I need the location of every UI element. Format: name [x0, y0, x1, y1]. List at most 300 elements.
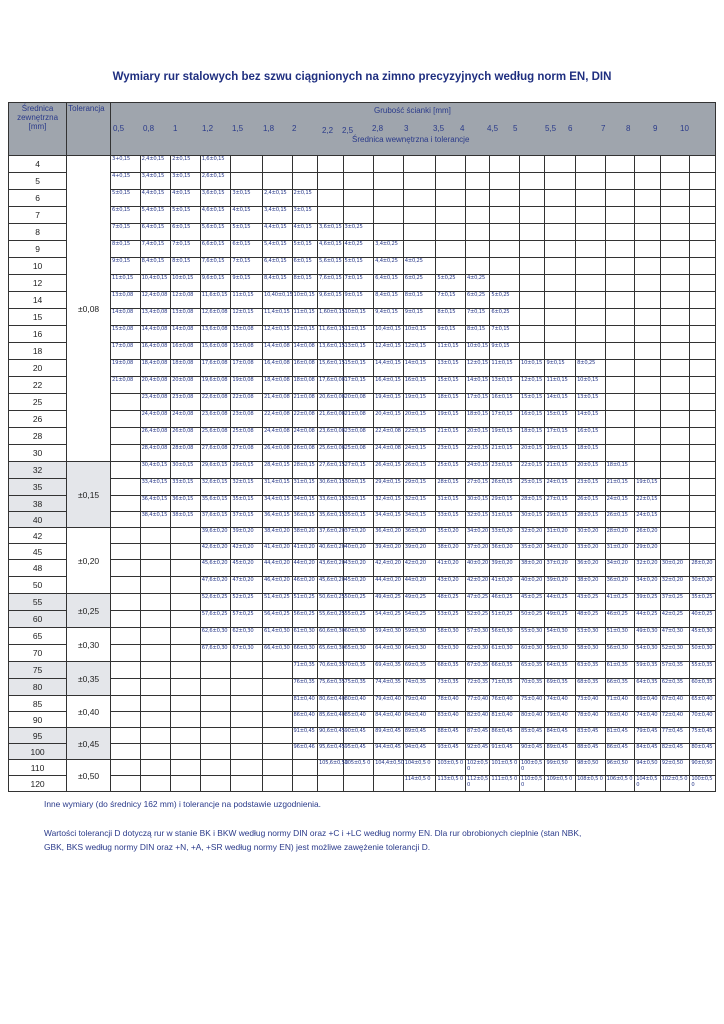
inner-diameter-cell: 73±0,35 [436, 679, 466, 696]
inner-diameter-cell: 71±0,35 [292, 662, 318, 679]
inner-diameter-cell: 25±0,08 [343, 445, 374, 462]
inner-diameter-cell [490, 173, 520, 190]
inner-diameter-cell: 22±0,15 [465, 445, 489, 462]
table-row [9, 679, 716, 696]
inner-diameter-cell: 15±0,15 [545, 411, 576, 428]
table-row [9, 696, 716, 712]
inner-diameter-cell [140, 776, 171, 792]
inner-diameter-cell [231, 156, 263, 173]
header-thickness-value: 2,8 [372, 124, 384, 133]
inner-diameter-cell: 96±0,46 [292, 744, 318, 760]
inner-diameter-cell: 65,6±0,30 [318, 645, 344, 662]
inner-diameter-cell: 84±0,45 [635, 744, 661, 760]
inner-diameter-cell: 3,4±0,15 [140, 173, 171, 190]
inner-diameter-cell: 95±0,45 [343, 744, 374, 760]
inner-diameter-cell: 30±0,15 [519, 512, 545, 528]
inner-diameter-cell: 26±0,20 [635, 528, 661, 544]
inner-diameter-cell: 22±0,15 [635, 496, 661, 512]
inner-diameter-cell: 72±0,40 [660, 712, 690, 728]
inner-diameter-cell: 52±0,25 [231, 594, 263, 611]
inner-diameter-cell: 11,4±0,15 [262, 309, 292, 326]
inner-diameter-cell: 33,6±0,15 [318, 496, 344, 512]
table-row [9, 258, 716, 275]
outer-diameter-cell: 55 [9, 594, 67, 611]
inner-diameter-cell: 37±0,20 [343, 528, 374, 544]
inner-diameter-cell: 39,4±0,20 [374, 544, 404, 560]
inner-diameter-cell: 32,4±0,15 [374, 496, 404, 512]
inner-diameter-cell: 37±0,20 [545, 560, 576, 577]
inner-diameter-cell: 31±0,15 [490, 512, 520, 528]
inner-diameter-cell: 108±0,5 0 [576, 776, 606, 792]
inner-diameter-cell: 16±0,15 [519, 411, 545, 428]
inner-diameter-cell: 75±0,40 [519, 696, 545, 712]
inner-diameter-cell: 4,4±0,15 [262, 224, 292, 241]
inner-diameter-cell [231, 173, 263, 190]
inner-diameter-cell: 57±0,30 [465, 628, 489, 645]
inner-diameter-cell: 59±0,30 [403, 628, 436, 645]
inner-diameter-cell: 38±0,20 [519, 560, 545, 577]
inner-diameter-cell [690, 190, 716, 207]
inner-diameter-cell: 22,4±0,08 [374, 428, 404, 445]
inner-diameter-cell [635, 224, 661, 241]
inner-diameter-cell: 55,6±0,25 [318, 611, 344, 628]
inner-diameter-cell: 31±0,15 [292, 479, 318, 496]
inner-diameter-cell: 92±0,50 [660, 760, 690, 776]
inner-diameter-cell [690, 309, 716, 326]
inner-diameter-cell: 27±0,15 [545, 496, 576, 512]
inner-diameter-cell: 84±0,40 [403, 712, 436, 728]
inner-diameter-cell [690, 512, 716, 528]
inner-diameter-cell [292, 173, 318, 190]
table-row [9, 712, 716, 728]
inner-diameter-cell: 18±0,08 [292, 377, 318, 394]
note-tolerance-line-1: Wartości tolerancji D dotyczą rur w stanie BK i BKW według normy DIN oraz +C i +LC według normy EN. Dla rur obrobionych cieplnie (stan NBK, [44, 828, 582, 838]
inner-diameter-cell: 19±0,08 [231, 377, 263, 394]
table-row [9, 173, 716, 190]
inner-diameter-cell [690, 479, 716, 496]
inner-diameter-cell [605, 343, 635, 360]
inner-diameter-cell [490, 190, 520, 207]
inner-diameter-cell [111, 744, 141, 760]
inner-diameter-cell: 26±0,15 [576, 496, 606, 512]
inner-diameter-cell: 27±0,08 [231, 445, 263, 462]
table-row [9, 662, 716, 679]
inner-diameter-cell: 76±0,40 [605, 712, 635, 728]
inner-diameter-cell [465, 190, 489, 207]
inner-diameter-cell [140, 577, 171, 594]
inner-diameter-cell [635, 207, 661, 224]
inner-diameter-cell: 110±0,5 0 [519, 776, 545, 792]
inner-diameter-cell [111, 776, 141, 792]
inner-diameter-cell: 26,4±0,08 [140, 428, 171, 445]
inner-diameter-cell [140, 528, 171, 544]
inner-diameter-cell: 37±0,20 [465, 544, 489, 560]
inner-diameter-cell: 12±0,08 [171, 292, 201, 309]
inner-diameter-cell [111, 560, 141, 577]
inner-diameter-cell [605, 258, 635, 275]
inner-diameter-cell: 88±0,45 [576, 744, 606, 760]
inner-diameter-cell: 47±0,20 [231, 577, 263, 594]
inner-diameter-cell [660, 445, 690, 462]
inner-diameter-cell [660, 528, 690, 544]
inner-diameter-cell: 51±0,30 [605, 628, 635, 645]
inner-diameter-cell [140, 594, 171, 611]
inner-diameter-cell: 20,6±0,08 [318, 394, 344, 411]
inner-diameter-cell: 69,4±0,35 [374, 662, 404, 679]
inner-diameter-cell: 36,4±0,20 [374, 528, 404, 544]
inner-diameter-cell: 98±0,50 [576, 760, 606, 776]
inner-diameter-cell: 38,4±0,15 [140, 512, 171, 528]
inner-diameter-cell [318, 190, 344, 207]
inner-diameter-cell: 6±0,15 [111, 207, 141, 224]
inner-diameter-cell [343, 190, 374, 207]
inner-diameter-cell: 74,4±0,35 [374, 679, 404, 696]
inner-diameter-cell: 6,6±0,15 [200, 241, 231, 258]
inner-diameter-cell: 39±0,20 [545, 577, 576, 594]
inner-diameter-cell [545, 292, 576, 309]
inner-diameter-cell [171, 712, 201, 728]
inner-diameter-cell: 5±0,15 [292, 241, 318, 258]
inner-diameter-cell: 59,4±0,30 [374, 628, 404, 645]
table-row [9, 560, 716, 577]
inner-diameter-cell: 45,6±0,20 [318, 577, 344, 594]
inner-diameter-cell: 34±0,15 [292, 496, 318, 512]
inner-diameter-cell: 9±0,15 [403, 309, 436, 326]
inner-diameter-cell: 69±0,40 [635, 696, 661, 712]
inner-diameter-cell [343, 776, 374, 792]
inner-diameter-cell: 11±0,15 [436, 343, 466, 360]
inner-diameter-cell: 45±0,20 [231, 560, 263, 577]
inner-diameter-cell [635, 411, 661, 428]
inner-diameter-cell: 42±0,20 [465, 577, 489, 594]
inner-diameter-cell [171, 577, 201, 594]
header-wall-thickness [111, 103, 716, 156]
inner-diameter-cell: 91±0,45 [490, 744, 520, 760]
inner-diameter-cell: 35±0,20 [519, 544, 545, 560]
inner-diameter-cell: 10±0,15 [519, 360, 545, 377]
inner-diameter-cell: 27±0,15 [465, 479, 489, 496]
inner-diameter-cell: 34±0,15 [403, 512, 436, 528]
inner-diameter-cell: 83±0,45 [576, 728, 606, 744]
inner-diameter-cell [171, 776, 201, 792]
inner-diameter-cell [635, 445, 661, 462]
inner-diameter-cell: 56±0,25 [292, 611, 318, 628]
inner-diameter-cell: 67,6±0,30 [200, 645, 231, 662]
inner-diameter-cell: 38±0,20 [576, 577, 606, 594]
inner-diameter-cell: 14,4±0,08 [140, 326, 171, 343]
inner-diameter-cell: 70±0,40 [690, 712, 716, 728]
inner-diameter-cell [403, 173, 436, 190]
inner-diameter-cell: 61±0,30 [292, 628, 318, 645]
inner-diameter-cell [635, 292, 661, 309]
inner-diameter-cell: 62±0,30 [465, 645, 489, 662]
outer-diameter-cell: 22 [9, 377, 67, 394]
inner-diameter-cell [262, 760, 292, 776]
inner-diameter-cell: 28±0,15 [519, 496, 545, 512]
inner-diameter-cell: 22±0,08 [292, 411, 318, 428]
inner-diameter-cell: 28±0,15 [292, 462, 318, 479]
inner-diameter-cell: 57±0,35 [660, 662, 690, 679]
inner-diameter-cell: 102±0,5 0 [465, 760, 489, 776]
inner-diameter-cell: 45±0,25 [519, 594, 545, 611]
inner-diameter-cell: 14,4±0,15 [374, 360, 404, 377]
inner-diameter-cell: 46±0,20 [292, 577, 318, 594]
inner-diameter-cell: 5±0,15 [231, 224, 263, 241]
inner-diameter-cell: 70,6±0,35 [318, 662, 344, 679]
tolerance-cell: ±0,30 [67, 628, 111, 662]
inner-diameter-cell: 82±0,45 [660, 744, 690, 760]
inner-diameter-cell: 63±0,35 [576, 662, 606, 679]
inner-diameter-cell: 56±0,30 [605, 645, 635, 662]
header-thickness-value: 1,2 [202, 124, 214, 133]
inner-diameter-cell: 45±0,20 [343, 577, 374, 594]
inner-diameter-cell: 89,4±0,45 [374, 728, 404, 744]
inner-diameter-cell: 112±0,5 0 [465, 776, 489, 792]
inner-diameter-cell: 3±0,25 [343, 224, 374, 241]
header-thickness-value: 5 [513, 124, 518, 133]
header-thickness-value: 0,5 [113, 124, 125, 133]
inner-diameter-cell: 88±0,45 [436, 728, 466, 744]
inner-diameter-cell: 8±0,25 [576, 360, 606, 377]
inner-diameter-cell: 44±0,25 [635, 611, 661, 628]
inner-diameter-cell: 19±0,08 [111, 360, 141, 377]
inner-diameter-cell: 61±0,35 [605, 662, 635, 679]
outer-diameter-cell: 60 [9, 611, 67, 628]
table-row [9, 744, 716, 760]
inner-diameter-cell: 24±0,15 [635, 512, 661, 528]
inner-diameter-cell [635, 275, 661, 292]
inner-diameter-cell [660, 377, 690, 394]
inner-diameter-cell: 94±0,45 [403, 744, 436, 760]
outer-diameter-cell: 25 [9, 394, 67, 411]
inner-diameter-cell: 33±0,15 [343, 496, 374, 512]
inner-diameter-cell: 19±0,15 [403, 394, 436, 411]
table-row [9, 156, 716, 173]
inner-diameter-cell: 7±0,15 [343, 275, 374, 292]
outer-diameter-cell: 50 [9, 577, 67, 594]
inner-diameter-cell [519, 292, 545, 309]
inner-diameter-cell: 13±0,15 [490, 377, 520, 394]
inner-diameter-cell: 7±0,15 [490, 326, 520, 343]
inner-diameter-cell [660, 309, 690, 326]
inner-diameter-cell: 45±0,30 [690, 628, 716, 645]
inner-diameter-cell [200, 728, 231, 744]
inner-diameter-cell [436, 258, 466, 275]
inner-diameter-cell [318, 776, 344, 792]
inner-diameter-cell [690, 496, 716, 512]
inner-diameter-cell [635, 258, 661, 275]
inner-diameter-cell: 9±0,15 [436, 326, 466, 343]
inner-diameter-cell: 24±0,08 [171, 411, 201, 428]
inner-diameter-cell: 104±0,5 0 [403, 760, 436, 776]
inner-diameter-cell: 17±0,08 [111, 343, 141, 360]
inner-diameter-cell: 69±0,35 [403, 662, 436, 679]
inner-diameter-cell [690, 241, 716, 258]
inner-diameter-cell [111, 611, 141, 628]
inner-diameter-cell: 46±0,25 [490, 594, 520, 611]
outer-diameter-cell: 15 [9, 309, 67, 326]
inner-diameter-cell [660, 343, 690, 360]
inner-diameter-cell [403, 156, 436, 173]
inner-diameter-cell [490, 275, 520, 292]
inner-diameter-cell: 25±0,08 [231, 428, 263, 445]
inner-diameter-cell [111, 679, 141, 696]
inner-diameter-cell: 85,6±0,40 [318, 712, 344, 728]
inner-diameter-cell: 14±0,15 [403, 360, 436, 377]
inner-diameter-cell: 60±0,35 [690, 679, 716, 696]
header-thickness-value: 7 [601, 124, 606, 133]
inner-diameter-cell [111, 760, 141, 776]
inner-diameter-cell [635, 360, 661, 377]
inner-diameter-cell: 6±0,15 [292, 258, 318, 275]
inner-diameter-cell: 4±0,15 [292, 224, 318, 241]
inner-diameter-cell: 86±0,40 [292, 712, 318, 728]
inner-diameter-cell: 34±0,20 [605, 560, 635, 577]
inner-diameter-cell: 96±0,50 [605, 760, 635, 776]
inner-diameter-cell [292, 760, 318, 776]
inner-diameter-cell: 24±0,15 [605, 496, 635, 512]
inner-diameter-cell: 39,6±0,20 [200, 528, 231, 544]
inner-diameter-cell: 15±0,15 [436, 377, 466, 394]
inner-diameter-cell: 3±0,15 [231, 190, 263, 207]
inner-diameter-cell [111, 594, 141, 611]
inner-diameter-cell [231, 696, 263, 712]
inner-diameter-cell: 19±0,15 [490, 428, 520, 445]
inner-diameter-cell: 44±0,20 [292, 560, 318, 577]
inner-diameter-cell: 35,6±0,15 [200, 496, 231, 512]
inner-diameter-cell [465, 224, 489, 241]
inner-diameter-cell: 15±0,08 [231, 343, 263, 360]
inner-diameter-cell [519, 275, 545, 292]
inner-diameter-cell [111, 479, 141, 496]
inner-diameter-cell: 10±0,15 [171, 275, 201, 292]
inner-diameter-cell [545, 207, 576, 224]
inner-diameter-cell [660, 173, 690, 190]
inner-diameter-cell: 32±0,15 [465, 512, 489, 528]
inner-diameter-cell: 30±0,15 [171, 462, 201, 479]
inner-diameter-cell: 22±0,15 [519, 462, 545, 479]
inner-diameter-cell: 57±0,25 [231, 611, 263, 628]
inner-diameter-cell: 25±0,15 [436, 462, 466, 479]
outer-diameter-cell: 32 [9, 462, 67, 479]
inner-diameter-cell: 95,6±0,45 [318, 744, 344, 760]
inner-diameter-cell [403, 190, 436, 207]
inner-diameter-cell: 67±0,35 [465, 662, 489, 679]
inner-diameter-cell: 87±0,45 [465, 728, 489, 744]
inner-diameter-cell: 31±0,15 [436, 496, 466, 512]
inner-diameter-cell: 12±0,15 [231, 309, 263, 326]
table-row [9, 760, 716, 776]
inner-diameter-cell: 36±0,20 [605, 577, 635, 594]
inner-diameter-cell [690, 528, 716, 544]
inner-diameter-cell: 30±0,20 [690, 577, 716, 594]
inner-diameter-cell [690, 428, 716, 445]
inner-diameter-cell [605, 292, 635, 309]
inner-diameter-cell: 10±0,15 [465, 343, 489, 360]
inner-diameter-cell: 90±0,45 [519, 744, 545, 760]
inner-diameter-cell [660, 496, 690, 512]
inner-diameter-cell [490, 207, 520, 224]
inner-diameter-cell: 59±0,35 [635, 662, 661, 679]
table-row [9, 611, 716, 628]
inner-diameter-cell [436, 207, 466, 224]
inner-diameter-cell: 5,6±0,15 [200, 224, 231, 241]
inner-diameter-cell: 19±0,15 [545, 445, 576, 462]
inner-diameter-cell [660, 462, 690, 479]
inner-diameter-cell: 43±0,20 [436, 577, 466, 594]
inner-diameter-cell: 10±0,15 [343, 309, 374, 326]
inner-diameter-cell [200, 712, 231, 728]
inner-diameter-cell: 52±0,30 [660, 645, 690, 662]
inner-diameter-cell: 4±0,25 [403, 258, 436, 275]
inner-diameter-cell: 12,4±0,15 [374, 343, 404, 360]
inner-diameter-cell: 90±0,50 [690, 760, 716, 776]
inner-diameter-cell: 22,4±0,08 [262, 411, 292, 428]
inner-diameter-cell: 38±0,15 [171, 512, 201, 528]
inner-diameter-cell: 93±0,45 [436, 744, 466, 760]
inner-diameter-cell [605, 173, 635, 190]
inner-diameter-cell: 9±0,15 [490, 343, 520, 360]
inner-diameter-cell [576, 173, 606, 190]
inner-diameter-cell [519, 173, 545, 190]
inner-diameter-cell [545, 309, 576, 326]
inner-diameter-cell: 28±0,15 [576, 512, 606, 528]
inner-diameter-cell: 42±0,20 [231, 544, 263, 560]
inner-diameter-cell [605, 207, 635, 224]
inner-diameter-cell [111, 445, 141, 462]
inner-diameter-cell: 43±0,25 [576, 594, 606, 611]
inner-diameter-cell: 52,6±0,25 [200, 594, 231, 611]
inner-diameter-cell: 102±0,5 0 [660, 776, 690, 792]
inner-diameter-cell: 33±0,15 [436, 512, 466, 528]
inner-diameter-cell: 57,6±0,25 [200, 611, 231, 628]
inner-diameter-cell [635, 394, 661, 411]
inner-diameter-cell [519, 224, 545, 241]
inner-diameter-cell [436, 156, 466, 173]
inner-diameter-cell: 80±0,40 [343, 696, 374, 712]
inner-diameter-cell [605, 377, 635, 394]
inner-diameter-cell [292, 776, 318, 792]
inner-diameter-cell: 81±0,40 [490, 712, 520, 728]
inner-diameter-cell: 67±0,40 [660, 696, 690, 712]
inner-diameter-cell [200, 776, 231, 792]
inner-diameter-cell: 16±0,08 [292, 360, 318, 377]
inner-diameter-cell: 60,6±0,30 [318, 628, 344, 645]
inner-diameter-cell: 25,6±0,08 [200, 428, 231, 445]
inner-diameter-cell: 23,4±0,08 [140, 394, 171, 411]
inner-diameter-cell [140, 679, 171, 696]
inner-diameter-cell: 23±0,15 [436, 445, 466, 462]
outer-diameter-cell: 14 [9, 292, 67, 309]
inner-diameter-cell: 3,4±0,25 [374, 241, 404, 258]
table-row [9, 544, 716, 560]
inner-diameter-cell: 10,40±0,15 [262, 292, 292, 309]
inner-diameter-cell [374, 776, 404, 792]
inner-diameter-cell [690, 292, 716, 309]
header-thickness-value: 6 [568, 124, 573, 133]
inner-diameter-cell: 17,6±0,08 [318, 377, 344, 394]
inner-diameter-cell: 32±0,15 [403, 496, 436, 512]
inner-diameter-cell: 8±0,15 [465, 326, 489, 343]
inner-diameter-cell: 29,6±0,15 [200, 462, 231, 479]
inner-diameter-cell [605, 156, 635, 173]
outer-diameter-cell: 30 [9, 445, 67, 462]
inner-diameter-cell [576, 326, 606, 343]
inner-diameter-cell [519, 190, 545, 207]
inner-diameter-cell: 26±0,15 [605, 512, 635, 528]
outer-diameter-cell: 18 [9, 343, 67, 360]
inner-diameter-cell: 89±0,45 [403, 728, 436, 744]
